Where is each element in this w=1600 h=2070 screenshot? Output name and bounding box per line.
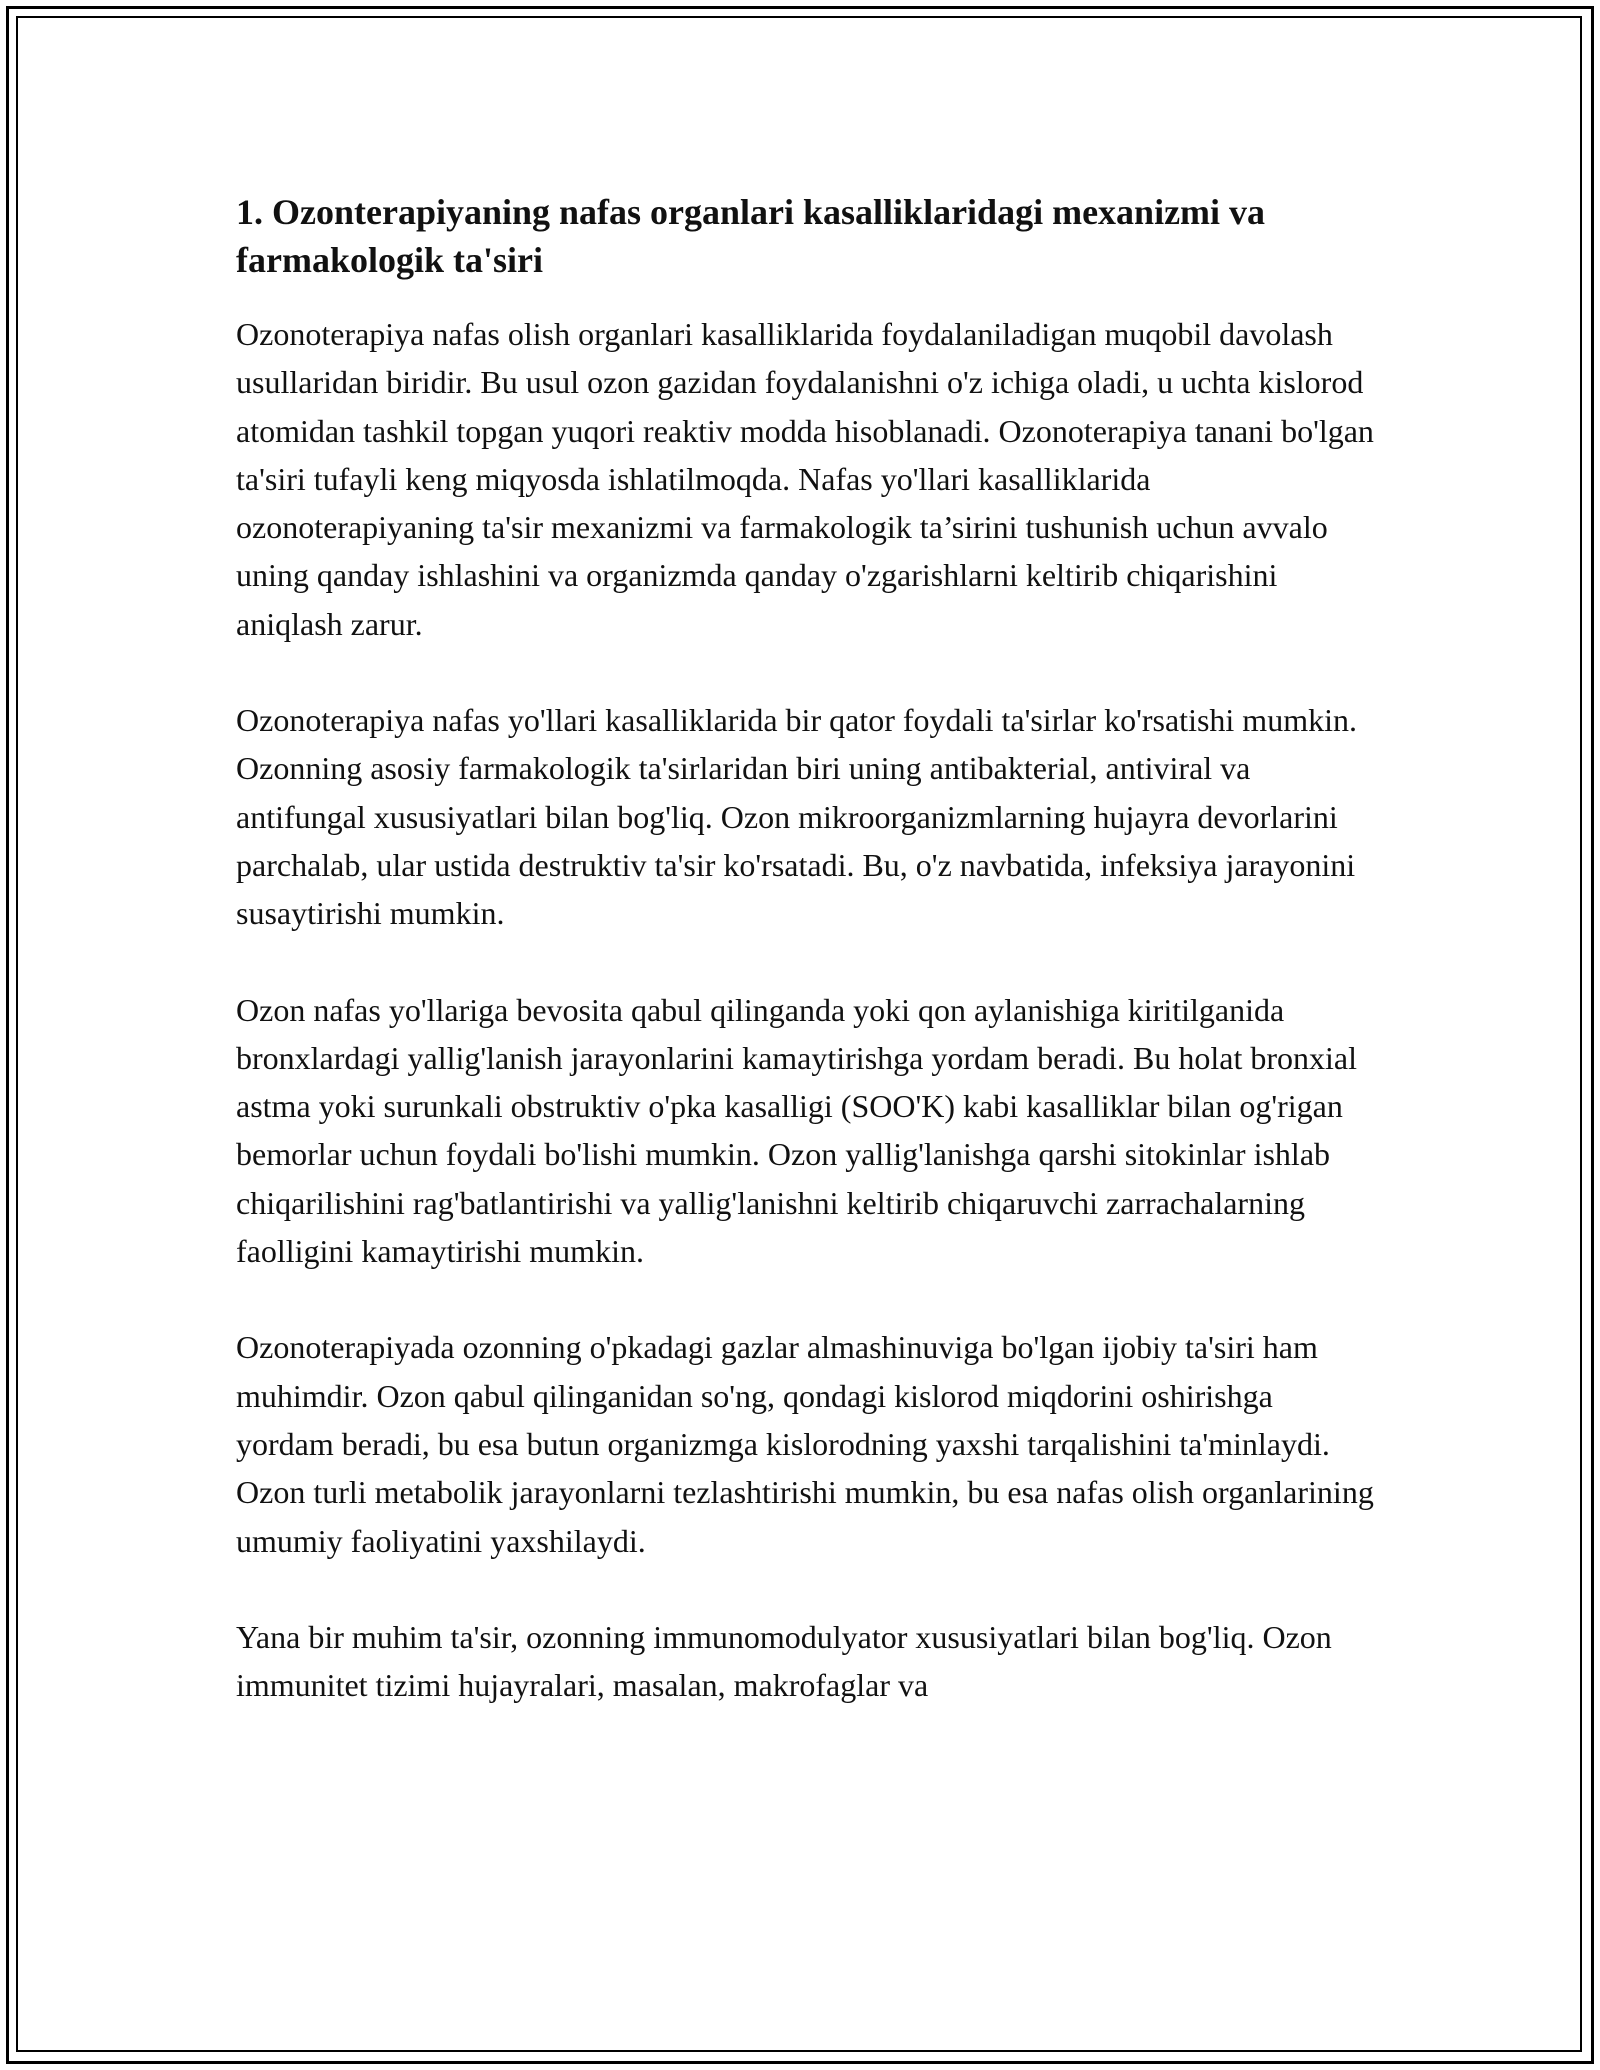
paragraph-1: Ozonoterapiya nafas olish organlari kasalliklarida foydalaniladigan muqobil davolash usullaridan biridir. Bu usul ozon gazidan foydalanishni o'z ichiga oladi, u uchta kislorod atomidan tashkil topgan yuqori reaktiv modda hisoblanadi. Ozonoterapiya tanani bo'lgan ta'siri tufayli keng miqyosda ishlatilmoqda. Nafas yo'llari kasalliklarida ozonoterapiyaning ta'sir mexanizmi va farmakologik ta’sirini tushunish uchun avvalo uning qanday ishlashini va organizmda qanday o'zgarishlarni keltirib chiqarishini aniqlash zarur.	[236, 316, 1374, 642]
paragraph-2: Ozonoterapiya nafas yo'llari kasalliklarida bir qator foydali ta'sirlar ko'rsatishi mumkin. Ozonning asosiy farmakologik ta'sirlaridan biri uning antibakterial, antiviral va antifungal xususiyatlari bilan bog'liq. Ozon mikroorganizmlarning hujayra devorlarini parchalab, ular ustida destruktiv ta'sir ko'rsatadi. Bu, o'z navbatida, infeksiya jarayonini susaytirishi mumkin.	[236, 702, 1357, 932]
document-body	[236, 188, 1376, 1757]
section-heading: 1. Ozonterapiyaning nafas organlari kasalliklaridagi mexanizmi va farmakologik ta'siri	[236, 192, 1266, 280]
paragraph-5: Yana bir muhim ta'sir, ozonning immunomodulyator xususiyatlari bilan bog'liq. Ozon immunitet tizimi hujayralari, masalan, makrofaglar va	[236, 1618, 1332, 1704]
paragraph-4: Ozonoterapiyada ozonning o'pkadagi gazlar almashinuviga bo'lgan ijobiy ta'siri ham muhimdir. Ozon qabul qilinganidan so'ng, qondagi kislorod miqdorini oshirishga yordam beradi, bu esa butun organizmga kislorodning yaxshi tarqalishini ta'minlaydi. Ozon turli metabolik jarayonlarni tezlashtirishi mumkin, bu esa nafas olish organlarining umumiy faoliyatini yaxshilaydi.	[236, 1329, 1374, 1559]
paragraph-3: Ozon nafas yo'llariga bevosita qabul qilinganda yoki qon aylanishiga kiritilganida bronxlardagi yallig'lanish jarayonlarini kamaytirishga yordam beradi. Bu holat bronxial astma yoki surunkali obstruktiv o'pka kasalligi (SOO'K) kabi kasalliklar bilan og'rigan bemorlar uchun foydali bo'lishi mumkin. Ozon yallig'lanishga qarshi sitokinlar ishlab chiqarilishini rag'batlantirishi va yallig'lanishni keltirib chiqaruvchi zarrachalarning faolligini kamaytirishi mumkin.	[236, 991, 1358, 1270]
